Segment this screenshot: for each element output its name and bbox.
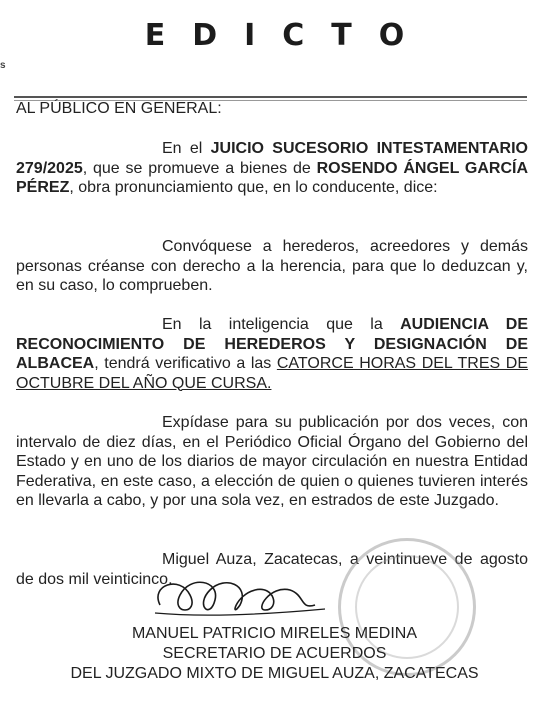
- paragraph-publication: [16, 413, 528, 511]
- document-title: EDICTO: [144, 18, 432, 53]
- p5-text: Miguel Auza, Zacatecas, a veintinueve de agosto de dos mil veinticinco.: [16, 551, 528, 588]
- hearing-name: AUDIENCIA DE RECONOCIMIENTO DE HEREDEROS Y DESIGNACIÓN DE ALBACEA: [16, 316, 529, 372]
- p3-mid: , tendrá verificativo a las: [94, 355, 277, 372]
- paragraph-summons: [16, 237, 528, 296]
- margin-mark: s: [0, 60, 6, 71]
- header-rule: [14, 96, 527, 98]
- signer-position: SECRETARIO DE ACUERDOS: [162, 645, 387, 662]
- hearing-datetime: CATORCE HORAS DEL TRES DE OCTUBRE DEL AÑO QUE CURSA.: [16, 355, 528, 392]
- paragraph-hearing: [16, 315, 528, 393]
- p3-lead: En la inteligencia que la: [162, 316, 401, 333]
- signer-name: MANUEL PATRICIO MIRELES MEDINA: [131, 625, 418, 642]
- handwritten-signature-icon: [140, 565, 340, 625]
- p1-tail: , obra pronunciamiento que, en lo conducente, dice:: [69, 179, 438, 196]
- paragraph-case: [16, 139, 528, 198]
- issuing-court: DEL JUZGADO MIXTO DE MIGUEL AUZA, ZACATECAS: [70, 665, 479, 682]
- greeting-line: AL PÚBLICO EN GENERAL:: [16, 100, 222, 117]
- p1-mid: , que se promueve a bienes de: [82, 159, 317, 177]
- case-number: JUICIO SUCESORIO INTESTAMENTARIO 279/2025: [16, 140, 528, 177]
- p1-lead: En el: [162, 140, 211, 157]
- p4-text: Expídase para su publicación por dos veces, con intervalo de diez días, en el Periódico Oficial Órgano del Gobierno del Estado y en uno de los diarios de mayor circulación en nuestra Entidad Federativa, en este caso, a elección de quien o quienes tuvieren interés en llevarla a cabo, y por una sola vez, en estrados de este Juzgado.: [16, 414, 528, 509]
- decedent-name: ROSENDO ÁNGEL GARCÍA PÉREZ: [16, 159, 528, 196]
- p2-text: Convóquese a herederos, acreedores y demás personas créanse con derecho a la herencia, para que lo deduzcan y, en su caso, lo comprueben.: [16, 238, 528, 294]
